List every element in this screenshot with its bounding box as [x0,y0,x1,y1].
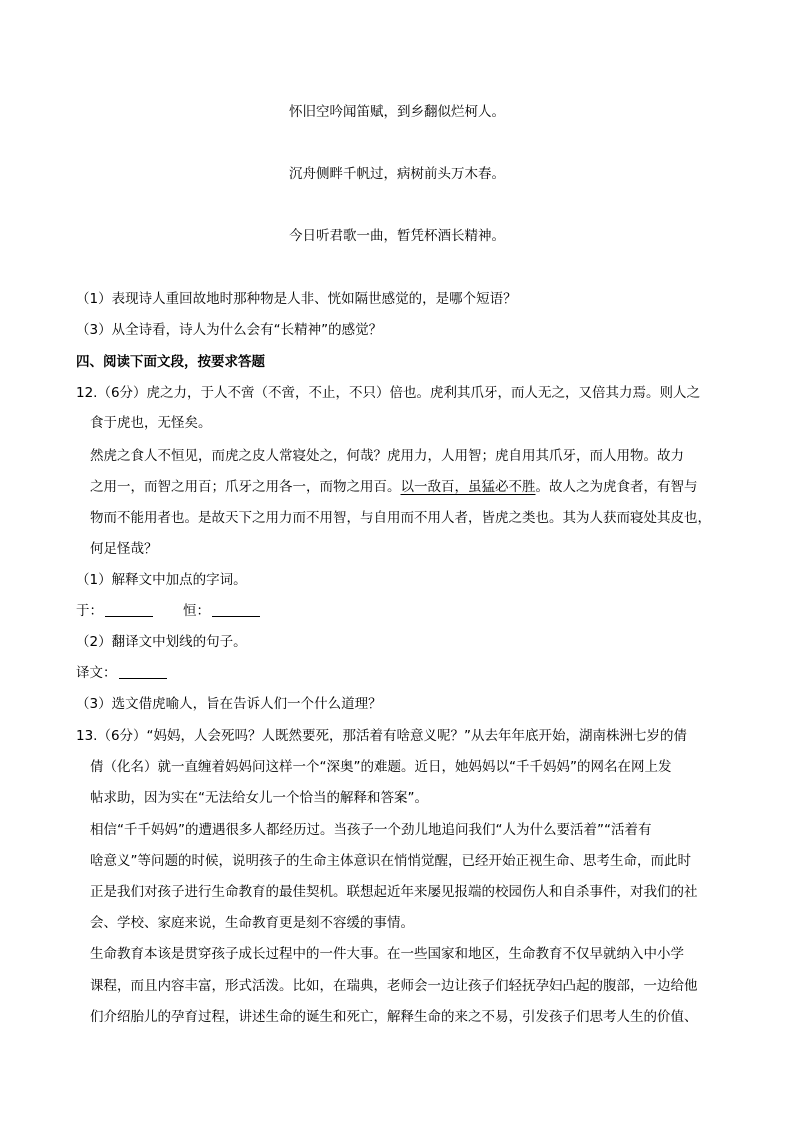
poem-line-2: 沉舟侧畔千帆过，病树前头万木春。 [289,166,505,182]
q13-text-line-3: 帖求助，因为实在“无法给女儿一个恰当的解释和答案”。 [90,790,428,806]
q11-subquestion-3: （3）从全诗看，诗人为什么会有“长精神”的感觉？ [76,322,383,338]
q12-text-line-5: 物而不能用者也。是故天下之用力而不用智，与自用而不用人者，皆虎之类也。其为人获而寝处其皮也， [90,510,711,526]
underlined-sentence: 以一敌百，虽猛必不胜 [400,479,536,495]
answer-blank-heng[interactable] [212,602,260,617]
word-label-yu: 于： [76,603,103,619]
poem-line-1: 怀旧空吟闻笛赋，到乡翻似烂柯人。 [289,104,505,120]
q12-line-4-part-b: 。故人之为虎食者，有智与 [535,479,698,495]
q13-text-line-1: 13.（6分）“妈妈，人会死吗？人既然要死，那活着有啥意义呢？”从去年年底开始，湖南株洲七岁的倩 [76,728,688,744]
q12-word-blanks [76,601,260,621]
answer-blank-yu[interactable] [105,602,153,617]
q12-text-line-6: 何足怪哉？ [90,541,158,557]
q12-subquestion-1: （1）解释文中加点的字词。 [76,572,247,588]
q13-text-line-7: 会、学校、家庭来说，生命教育更是刻不容缓的事情。 [90,915,414,931]
q13-text-line-5: 啥意义”等问题的时候，说明孩子的生命主体意识在悄悄觉醒，已经开始正视生命、思考生命，而此时 [90,853,691,869]
poem-line-3: 今日听君歌一曲，暂凭杯酒长精神。 [289,228,505,244]
q13-text-line-9: 课程，而且内容丰富，形式活泼。比如，在瑞典，老师会一边让孩子们轻抚孕妇凸起的腹部，一边给他 [90,978,698,994]
q13-text-line-10: 们介绍胎儿的孕育过程，讲述生命的诞生和死亡，解释生命的来之不易，引发孩子们思考人生的价值、 [90,1009,698,1025]
q13-text-line-8: 生命教育本该是贯穿孩子成长过程中的一件大事。在一些国家和地区，生命教育不仅早就纳入中小学 [90,946,684,962]
section-4-heading: 四、阅读下面文段，按要求答题 [76,354,265,370]
q12-text-line-1: 12.（6分）虎之力，于人不啻（不啻，不止，不只）倍也。虎利其爪牙，而人无之，又倍其力焉。则人之 [76,385,701,401]
q12-line-4-part-a: 之用一，而智之用百；爪牙之用各一，而物之用百。 [90,479,401,495]
q12-text-line-4 [90,477,698,497]
q13-text-line-2: 倩（化名）就一直缠着妈妈问这样一个“深奥”的难题。近日，她妈妈以“千千妈妈”的网名在网上发 [90,759,672,775]
q12-translation [76,663,167,683]
answer-blank-translation[interactable] [119,664,167,679]
q12-text-line-3: 然虎之食人不恒见，而虎之皮人常寝处之，何哉？虎用力，人用智；虎自用其爪牙，而人用物。故力 [90,448,684,464]
translation-label: 译文： [76,665,117,681]
q12-subquestion-3: （3）选文借虎喻人，旨在告诉人们一个什么道理？ [76,696,382,712]
q13-text-line-4: 相信“千千妈妈”的遭遇很多人都经历过。当孩子一个劲儿地追问我们“人为什么要活着”“活着有 [90,822,652,838]
q11-subquestion-1: （1）表现诗人重回故地时那种物是人非、恍如隔世感觉的，是哪个短语？ [76,291,517,307]
q13-text-line-6: 正是我们对孩子进行生命教育的最佳契机。联想起近年来屡见报端的校园伤人和自杀事件，对我们的社 [90,884,698,900]
q12-subquestion-2: （2）翻译文中划线的句子。 [76,634,247,650]
q12-text-line-2: 食于虎也，无怪矣。 [90,415,212,431]
word-label-heng: 恒： [183,603,210,619]
